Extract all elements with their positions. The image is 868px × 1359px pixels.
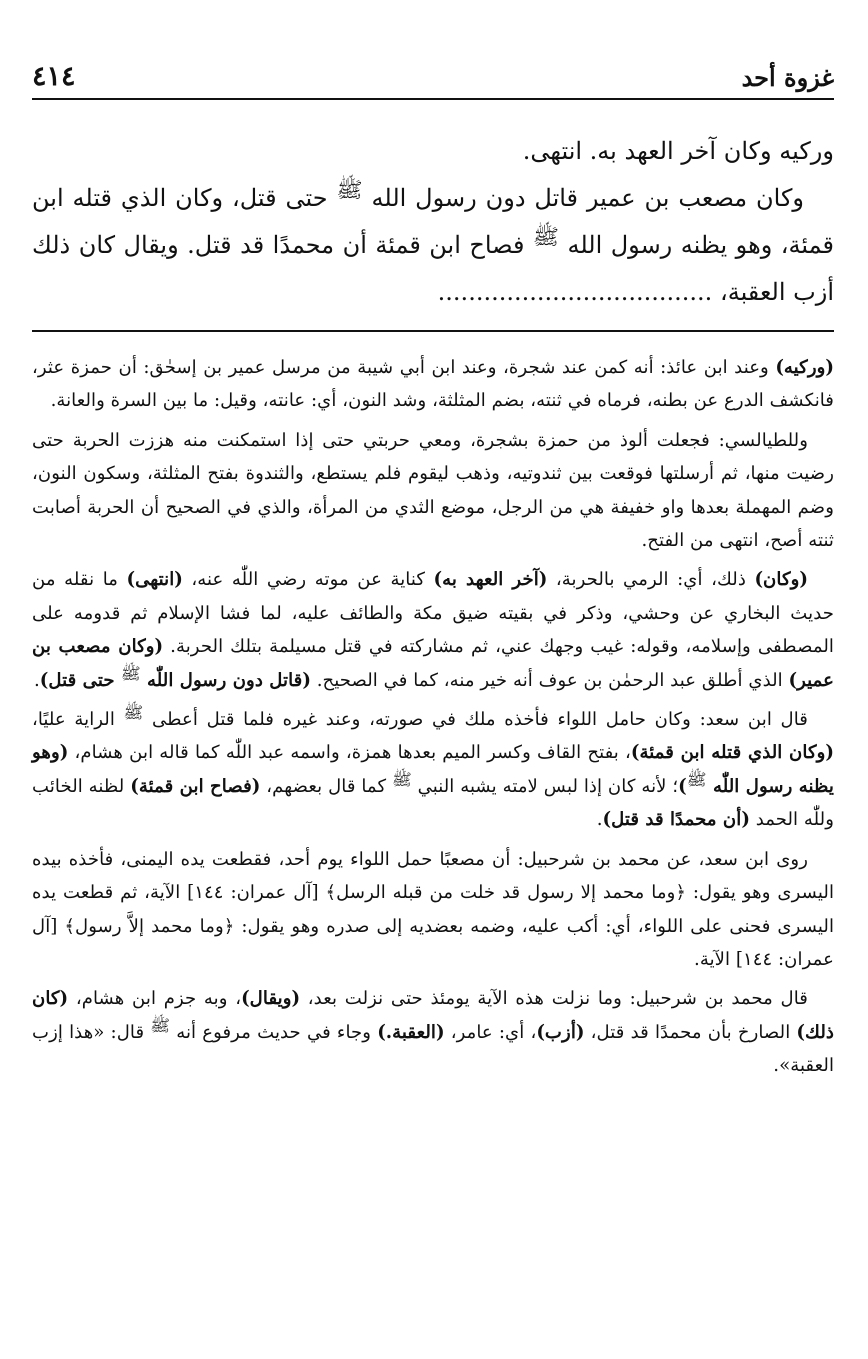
- page-number: ٤١٤: [32, 61, 76, 92]
- main-text-paragraph: وكان مصعب بن عمير قاتل دون رسول الله ﷺ حتى قتل، وكان الذي قتله ابن قمئة، وهو يظنه رسول الله ﷺ فصاح ابن قمئة أن محمدًا قد قتل. ويقال كان ذلك أزب العقبة، ....................................: [32, 178, 834, 306]
- page-header: [32, 44, 834, 100]
- commentary-paragraph: (وركيه) وعند ابن عائذ: أنه كمن عند شجرة، وعند ابن أبي شيبة من مرسل عمير بن إسحٰق: أن حمزة عثر، فانكشف الدرع عن بطنه، فرماه في ثنته، بضم المثلثة، وشد النون، أي: عانته، وقيل: ما بين السرة والعانة.: [32, 357, 834, 412]
- salutation-glyph: ﷺ: [686, 769, 707, 789]
- commentary-paragraph: روى ابن سعد، عن محمد بن شرحبيل: أن مصعبًا حمل اللواء يوم أحد، فقطعت يده اليمنى، فأخذه بيده اليسرى وهو يقول: ﴿وما محمد إلا رسول قد خلت من قبله الرسل﴾ [آل عمران: ١٤٤] الآية، ثم قطعت يده اليسرى فحنى على اللواء، أي: أكب عليه، وضمه بعضديه إلى صدره وهو يقول: ﴿وما محمد إلاَّ رسول﴾ [آل عمران: ١٤٤] الآية.: [32, 848, 834, 970]
- salutation-glyph: ﷺ: [391, 769, 412, 789]
- commentary-text: [32, 351, 834, 1089]
- salutation-glyph: ﷺ: [120, 663, 141, 683]
- salutation-glyph: ﷺ: [532, 225, 560, 250]
- main-text: [32, 128, 834, 316]
- commentary-paragraph: وللطيالسي: فجعلت ألوذ من حمزة بشجرة، ومعي حربتي حتى إذا استمكنت منه هززت الحربة حتى رضيت منها، ثم أرسلتها فوقعت بين ثندوتيه، وذهب ليقوم فلم يستطع، والثندوة بفتح المثلثة، وسكون النون، وضم المهملة بعدها واو خفيفة هي من الرجل، موضع الثدي من المرأة، والذي في الصحيح أن الحربة أصابت ثنته أصح، انتهى من الفتح.: [32, 429, 834, 552]
- salutation-glyph: ﷺ: [123, 703, 144, 722]
- footnote-separator: [32, 330, 834, 332]
- commentary-paragraph: قال ابن سعد: وكان حامل اللواء فأخذه ملك في صورته، وعند غيره فلما قتل أعطى ﷺ الراية عليًا، (وكان الذي قتله ابن قمئة)، بفتح القاف وكسر الميم بعدها همزة، واسمه عبد اللّٰه كما قاله ابن هشام، (وهو يظنه رسول اللّٰه ﷺ)؛ لأنه كان إذا لبس لامته يشبه النبي ﷺ كما قال بعضهم، (فصاح ابن قمئة) لظنه الخائب وللّٰه الحمد (أن محمدًا قد قتل).: [32, 703, 834, 831]
- chapter-title: غزوة أحد: [741, 63, 834, 92]
- salutation-glyph: ﷺ: [336, 178, 363, 203]
- commentary-paragraph: قال محمد بن شرحبيل: وما نزلت هذه الآية يومئذ حتى نزلت بعد، (ويقال)، وبه جزم ابن هشام، (كان ذلك) الصارخ بأن محمدًا قد قتل، (أزب)، أي: عامر، (العقبة.) وجاء في حديث مرفوع أنه ﷺ قال: «هذا إزب العقبة».: [32, 988, 834, 1077]
- main-text-line: وركيه وكان آخر العهد به. انتهى.: [522, 137, 834, 165]
- dotted-leader: ....................................: [437, 278, 713, 306]
- salutation-glyph: ﷺ: [150, 1015, 171, 1035]
- commentary-paragraph: (وكان) ذلك، أي: الرمي بالحربة، (آخر العهد به) كناية عن موته رضي اللّٰه عنه، (انتهى) ما نقله من حديث البخاري عن وحشي، وذكر في بقيته ضيق مكة والطائف عليه، لما فشا الإسلام ثم قدومه على المصطفى وإسلامه، وقوله: غيب وجهك عني، ثم مشاركته في قتل مسيلمة بتلك الحربة. (وكان مصعب بن عمير) الذي أطلق عبد الرحمٰن بن عوف أنه خير منه، كما في الصحيح. (قاتل دون رسول اللّٰه ﷺ حتى قتل).: [32, 569, 834, 691]
